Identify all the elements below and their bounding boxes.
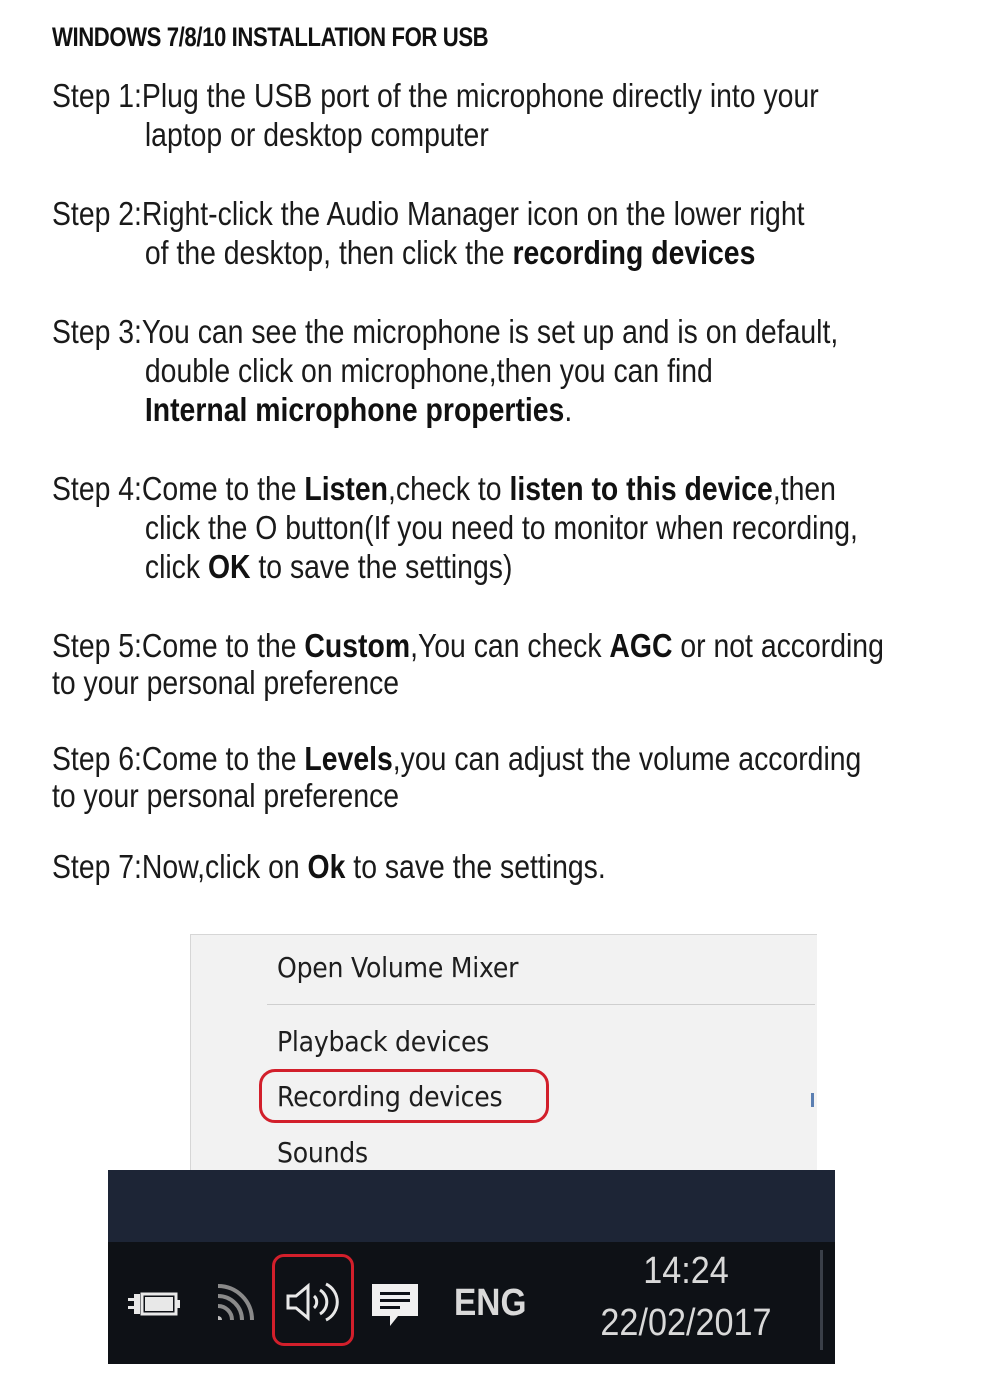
step-2 xyxy=(52,194,989,272)
step-3-line-2: double click on microphone,then you can find xyxy=(144,352,713,389)
step-4-line-1 xyxy=(52,469,989,508)
step-1 xyxy=(52,76,989,154)
step-6-levels: Levels xyxy=(304,740,393,777)
step-6-line-2: to your personal preference xyxy=(52,777,400,814)
taskbar xyxy=(108,1242,835,1364)
step-4-line-3 xyxy=(52,547,989,586)
step-5-agc: AGC xyxy=(609,627,673,664)
step-4-listen: Listen xyxy=(304,470,389,507)
step-4-text-g: to save the settings) xyxy=(250,548,513,585)
page-title: WINDOWS 7/8/10 INSTALLATION FOR USB xyxy=(52,22,489,52)
step-3-period: . xyxy=(564,391,573,428)
menu-item-open-volume-mixer[interactable]: Open Volume Mixer xyxy=(277,951,519,984)
wifi-icon[interactable] xyxy=(212,1282,258,1322)
menu-separator xyxy=(267,1004,815,1005)
step-3 xyxy=(52,312,989,429)
show-desktop-divider xyxy=(820,1250,823,1350)
language-indicator[interactable]: ENG xyxy=(454,1282,527,1324)
step-3-line-1: Step 3:You can see the microphone is set up and is on default, xyxy=(52,313,839,350)
step-5-text-c: ,You can check xyxy=(410,627,610,664)
step-7-text-a: Step 7:Now,click on xyxy=(52,848,308,885)
speaker-icon[interactable] xyxy=(284,1278,342,1326)
step-7-ok: Ok xyxy=(307,848,346,885)
step-2-line-1: Step 2:Right-click the Audio Manager icon on the lower right xyxy=(52,195,805,232)
menu-item-sounds[interactable]: Sounds xyxy=(277,1136,368,1169)
step-6-line-1 xyxy=(52,739,989,778)
step-4-listen-device: listen to this device xyxy=(509,470,773,507)
step-4-text-f: click xyxy=(144,548,208,585)
menu-item-playback-devices[interactable]: Playback devices xyxy=(277,1025,490,1058)
context-menu xyxy=(190,934,817,1171)
recording-devices-highlight xyxy=(259,1069,549,1123)
step-3-emphasis: Internal microphone properties xyxy=(144,391,565,428)
step-5-line-1 xyxy=(52,626,989,665)
menu-item-recording-devices[interactable]: Recording devices xyxy=(277,1080,503,1113)
step-7 xyxy=(52,847,989,886)
taskbar-screenshot xyxy=(108,934,835,1364)
step-7-text-c: to save the settings. xyxy=(345,848,606,885)
step-7-line-1 xyxy=(52,847,989,886)
step-5-text-a: Step 5:Come to the xyxy=(52,627,305,664)
step-1-line-1: Step 1:Plug the USB port of the microphone directly into your xyxy=(52,77,819,114)
step-4-text-a: Step 4:Come to the xyxy=(52,470,305,507)
clock-time[interactable]: 14:24 xyxy=(643,1250,729,1292)
step-5 xyxy=(52,626,989,701)
step-5-text-e: or not according xyxy=(672,627,884,664)
step-4-text-c: ,check to xyxy=(388,470,510,507)
step-2-text: of the desktop, then click the xyxy=(144,234,513,271)
step-6-text-c: ,you can adjust the volume according xyxy=(392,740,862,777)
step-1-line-2: laptop or desktop computer xyxy=(144,116,489,153)
step-4-ok: OK xyxy=(207,548,251,585)
step-6 xyxy=(52,739,989,814)
step-5-line-2: to your personal preference xyxy=(52,664,400,701)
step-4-text-e: ,then xyxy=(772,470,836,507)
menu-edge-mark xyxy=(811,1093,814,1107)
clock-date[interactable]: 22/02/2017 xyxy=(600,1302,772,1344)
power-icon[interactable] xyxy=(126,1288,182,1320)
desktop-background xyxy=(108,1170,835,1242)
step-2-emphasis: recording devices xyxy=(512,234,756,271)
step-2-line-2 xyxy=(52,233,989,272)
step-4 xyxy=(52,469,989,586)
step-4-line-2: click the O button(If you need to monitor when recording, xyxy=(144,509,858,546)
notification-icon[interactable] xyxy=(368,1280,422,1330)
step-3-line-3 xyxy=(52,390,989,429)
step-6-text-a: Step 6:Come to the xyxy=(52,740,305,777)
step-5-custom: Custom xyxy=(304,627,411,664)
